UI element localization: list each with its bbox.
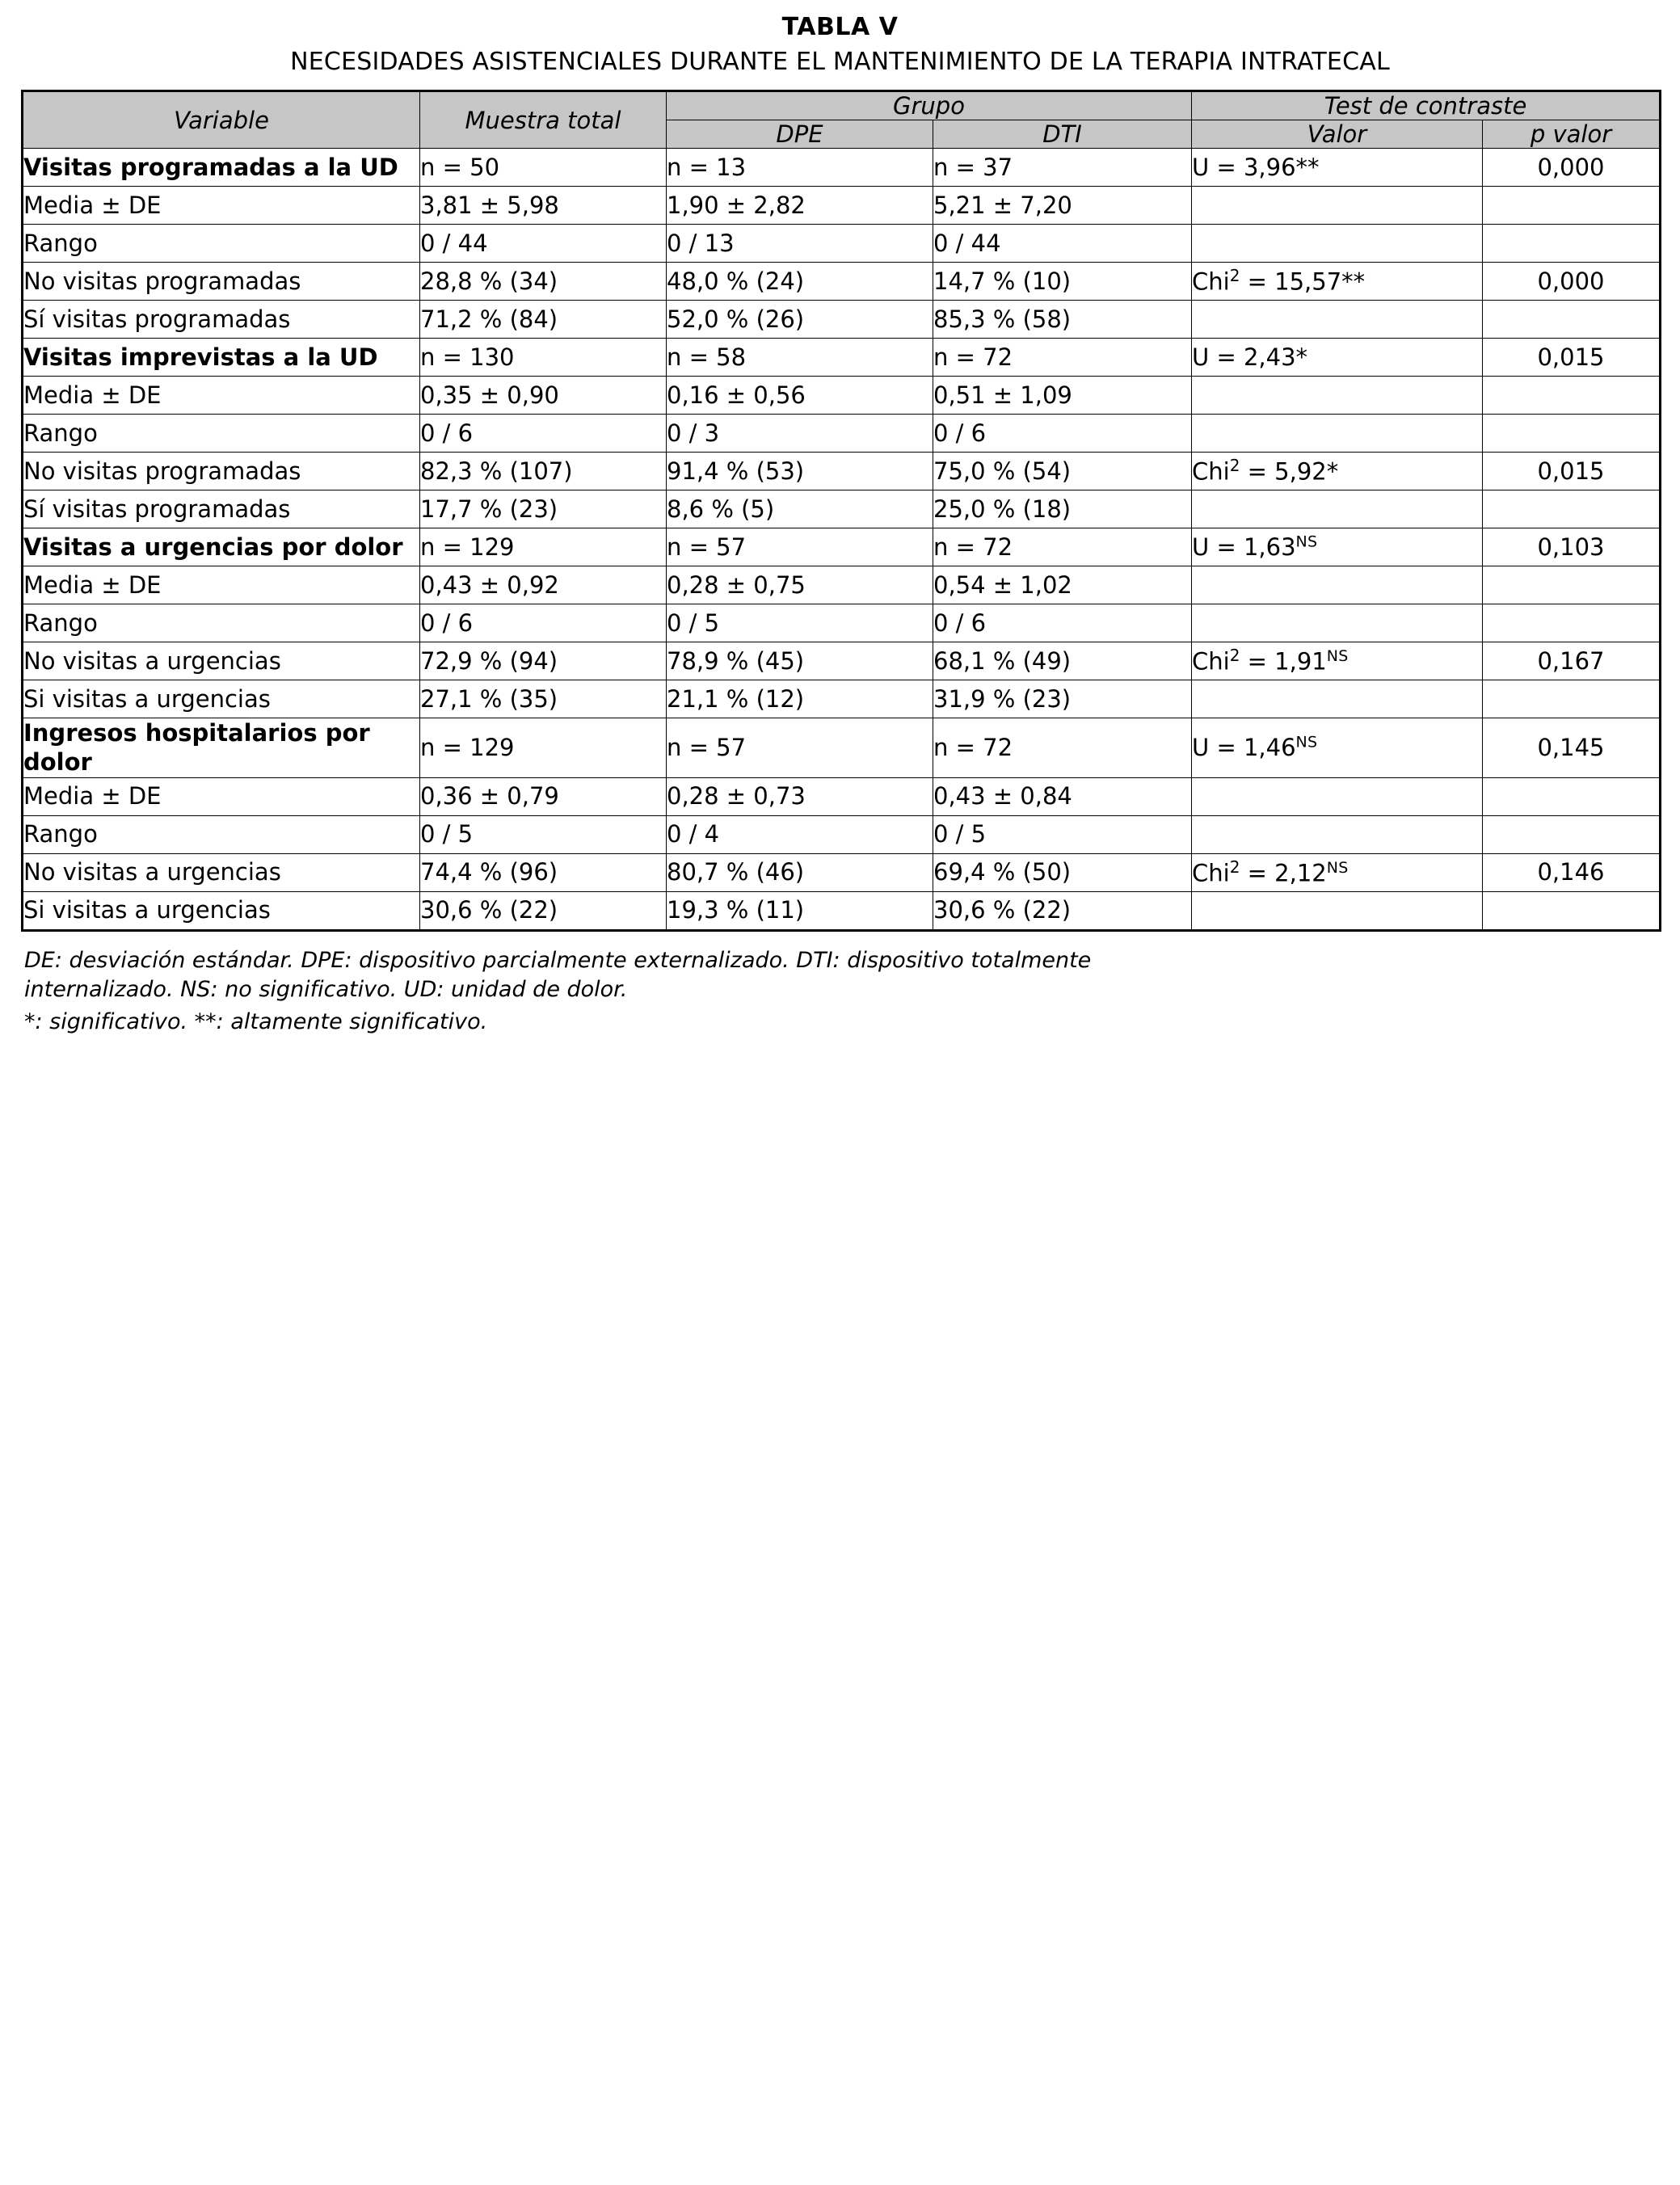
cell-muestra-total: 0 / 6 <box>420 415 667 453</box>
cell-dpe: n = 13 <box>667 149 933 187</box>
table-row <box>23 528 1661 566</box>
cell-muestra-total: 0 / 44 <box>420 225 667 263</box>
cell-p-valor <box>1483 604 1661 642</box>
cell-valor <box>1192 490 1483 528</box>
cell-variable: Si visitas a urgencias <box>23 891 420 930</box>
cell-variable: Visitas a urgencias por dolor <box>23 528 420 566</box>
cell-muestra-total: 28,8 % (34) <box>420 263 667 301</box>
cell-dpe: n = 57 <box>667 528 933 566</box>
table-header <box>23 91 1661 149</box>
cell-dti: 69,4 % (50) <box>933 853 1192 891</box>
table-row <box>23 415 1661 453</box>
table-row <box>23 263 1661 301</box>
cell-dpe: 91,4 % (53) <box>667 453 933 490</box>
cell-dti: n = 72 <box>933 528 1192 566</box>
cell-dpe: 21,1 % (12) <box>667 680 933 718</box>
cell-muestra-total: 0 / 5 <box>420 815 667 853</box>
footnote <box>21 946 1659 1038</box>
cell-muestra-total: n = 129 <box>420 718 667 778</box>
cell-valor: Chi$^2$ = 5,92* <box>1192 453 1483 490</box>
page-subtitle: NECESIDADES ASISTENCIALES DURANTE EL MANTENIMIENTO DE LA TERAPIA INTRATECAL <box>290 47 1390 76</box>
cell-dpe: 0 / 3 <box>667 415 933 453</box>
table-row <box>23 777 1661 815</box>
cell-variable: No visitas programadas <box>23 263 420 301</box>
cell-p-valor: 0,103 <box>1483 528 1661 566</box>
cell-valor <box>1192 680 1483 718</box>
cell-valor <box>1192 301 1483 339</box>
cell-dti: 75,0 % (54) <box>933 453 1192 490</box>
table-row <box>23 490 1661 528</box>
title-block <box>21 11 1659 78</box>
cell-p-valor: 0,015 <box>1483 453 1661 490</box>
cell-variable: Rango <box>23 415 420 453</box>
cell-valor <box>1192 777 1483 815</box>
cell-valor: U = 2,43* <box>1192 339 1483 377</box>
cell-p-valor <box>1483 777 1661 815</box>
cell-dpe: 80,7 % (46) <box>667 853 933 891</box>
cell-valor: U = 3,96** <box>1192 149 1483 187</box>
cell-dti: n = 37 <box>933 149 1192 187</box>
cell-valor: $U = 1,63^{NS}$ <box>1192 528 1483 566</box>
table-row <box>23 149 1661 187</box>
footnote-line-3: *: significativo. **: altamente significativo. <box>24 1009 488 1035</box>
cell-dti: 25,0 % (18) <box>933 490 1192 528</box>
table-page <box>0 0 1680 1052</box>
cell-muestra-total: 3,81 ± 5,98 <box>420 187 667 225</box>
cell-p-valor <box>1483 225 1661 263</box>
cell-dti: n = 72 <box>933 718 1192 778</box>
cell-valor: Chi$^2$ = 15,57** <box>1192 263 1483 301</box>
cell-variable: Media ± DE <box>23 187 420 225</box>
header-dti: DTI <box>933 120 1192 149</box>
header-test-contraste: Test de contraste <box>1192 91 1661 120</box>
cell-p-valor <box>1483 377 1661 415</box>
cell-dti: 0,54 ± 1,02 <box>933 566 1192 604</box>
cell-muestra-total: 30,6 % (22) <box>420 891 667 930</box>
cell-p-valor <box>1483 815 1661 853</box>
cell-variable: No visitas a urgencias <box>23 642 420 680</box>
cell-variable: Media ± DE <box>23 566 420 604</box>
footnote-line-1: DE: desviación estándar. DPE: dispositivo parcialmente externalizado. DTI: dispositivo totalmente <box>24 947 1092 973</box>
cell-p-valor <box>1483 680 1661 718</box>
data-table <box>21 90 1661 932</box>
table-row <box>23 377 1661 415</box>
cell-p-valor: 0,146 <box>1483 853 1661 891</box>
cell-dti: 68,1 % (49) <box>933 642 1192 680</box>
cell-variable: Visitas imprevistas a la UD <box>23 339 420 377</box>
cell-dpe: 0,28 ± 0,73 <box>667 777 933 815</box>
table-row <box>23 604 1661 642</box>
cell-muestra-total: n = 50 <box>420 149 667 187</box>
cell-valor <box>1192 604 1483 642</box>
cell-muestra-total: 27,1 % (35) <box>420 680 667 718</box>
cell-muestra-total: 0,43 ± 0,92 <box>420 566 667 604</box>
cell-variable: Ingresos hospitalarios por dolor <box>23 718 420 778</box>
cell-dti: 0 / 44 <box>933 225 1192 263</box>
cell-valor <box>1192 415 1483 453</box>
cell-valor <box>1192 225 1483 263</box>
page-title: TABLA V <box>781 13 899 41</box>
table-row <box>23 891 1661 930</box>
header-muestra-total: Muestra total <box>420 91 667 149</box>
cell-dti: 31,9 % (23) <box>933 680 1192 718</box>
cell-muestra-total: 0,35 ± 0,90 <box>420 377 667 415</box>
cell-variable: Sí visitas programadas <box>23 490 420 528</box>
cell-dti: 0,43 ± 0,84 <box>933 777 1192 815</box>
cell-p-valor <box>1483 891 1661 930</box>
header-grupo: Grupo <box>667 91 1192 120</box>
header-p-valor: p valor <box>1483 120 1661 149</box>
cell-muestra-total: 74,4 % (96) <box>420 853 667 891</box>
table-row <box>23 339 1661 377</box>
table-body <box>23 149 1661 931</box>
table-row <box>23 453 1661 490</box>
cell-valor: $Chi^2 = 1,91^{NS}$ <box>1192 642 1483 680</box>
cell-variable: Visitas programadas a la UD <box>23 149 420 187</box>
cell-variable: Media ± DE <box>23 777 420 815</box>
cell-dti: 14,7 % (10) <box>933 263 1192 301</box>
cell-p-valor <box>1483 301 1661 339</box>
cell-p-valor <box>1483 187 1661 225</box>
cell-p-valor: 0,167 <box>1483 642 1661 680</box>
cell-p-valor <box>1483 490 1661 528</box>
cell-dti: 85,3 % (58) <box>933 301 1192 339</box>
cell-muestra-total: 0,36 ± 0,79 <box>420 777 667 815</box>
cell-dpe: 48,0 % (24) <box>667 263 933 301</box>
header-variable: Variable <box>23 91 420 149</box>
cell-dti: n = 72 <box>933 339 1192 377</box>
table-row <box>23 225 1661 263</box>
table-row <box>23 718 1661 778</box>
cell-muestra-total: 82,3 % (107) <box>420 453 667 490</box>
cell-valor: $Chi^2 = 2,12^{NS}$ <box>1192 853 1483 891</box>
cell-dti: 0 / 6 <box>933 415 1192 453</box>
cell-dpe: 0 / 4 <box>667 815 933 853</box>
cell-dti: 0,51 ± 1,09 <box>933 377 1192 415</box>
cell-dti: 0 / 6 <box>933 604 1192 642</box>
cell-muestra-total: 72,9 % (94) <box>420 642 667 680</box>
cell-variable: Rango <box>23 604 420 642</box>
table-row <box>23 642 1661 680</box>
cell-dti: 30,6 % (22) <box>933 891 1192 930</box>
cell-valor: $U = 1,46^{NS}$ <box>1192 718 1483 778</box>
cell-dpe: 78,9 % (45) <box>667 642 933 680</box>
cell-muestra-total: n = 130 <box>420 339 667 377</box>
cell-variable: Media ± DE <box>23 377 420 415</box>
cell-valor <box>1192 187 1483 225</box>
cell-dpe: 0,16 ± 0,56 <box>667 377 933 415</box>
header-valor: Valor <box>1192 120 1483 149</box>
table-row <box>23 301 1661 339</box>
table-row <box>23 815 1661 853</box>
cell-dpe: 52,0 % (26) <box>667 301 933 339</box>
cell-p-valor: 0,000 <box>1483 149 1661 187</box>
cell-dpe: 0 / 13 <box>667 225 933 263</box>
cell-muestra-total: 0 / 6 <box>420 604 667 642</box>
cell-variable: Si visitas a urgencias <box>23 680 420 718</box>
cell-dpe: n = 58 <box>667 339 933 377</box>
cell-variable: No visitas a urgencias <box>23 853 420 891</box>
cell-dpe: 1,90 ± 2,82 <box>667 187 933 225</box>
cell-muestra-total: n = 129 <box>420 528 667 566</box>
table-row <box>23 853 1661 891</box>
cell-valor <box>1192 566 1483 604</box>
cell-p-valor: 0,145 <box>1483 718 1661 778</box>
cell-dti: 0 / 5 <box>933 815 1192 853</box>
cell-dpe: 0,28 ± 0,75 <box>667 566 933 604</box>
table-row <box>23 187 1661 225</box>
cell-p-valor <box>1483 566 1661 604</box>
cell-variable: Sí visitas programadas <box>23 301 420 339</box>
footnote-line-2: internalizado. NS: no significativo. UD: unidad de dolor. <box>24 976 628 1002</box>
header-dpe: DPE <box>667 120 933 149</box>
cell-valor <box>1192 815 1483 853</box>
cell-variable: Rango <box>23 815 420 853</box>
table-row <box>23 680 1661 718</box>
cell-muestra-total: 71,2 % (84) <box>420 301 667 339</box>
cell-dpe: n = 57 <box>667 718 933 778</box>
cell-muestra-total: 17,7 % (23) <box>420 490 667 528</box>
cell-valor <box>1192 377 1483 415</box>
cell-p-valor: 0,015 <box>1483 339 1661 377</box>
cell-variable: Rango <box>23 225 420 263</box>
cell-dpe: 8,6 % (5) <box>667 490 933 528</box>
cell-p-valor: 0,000 <box>1483 263 1661 301</box>
cell-variable: No visitas programadas <box>23 453 420 490</box>
cell-valor <box>1192 891 1483 930</box>
cell-dpe: 0 / 5 <box>667 604 933 642</box>
table-row <box>23 566 1661 604</box>
cell-dti: 5,21 ± 7,20 <box>933 187 1192 225</box>
cell-p-valor <box>1483 415 1661 453</box>
cell-dpe: 19,3 % (11) <box>667 891 933 930</box>
